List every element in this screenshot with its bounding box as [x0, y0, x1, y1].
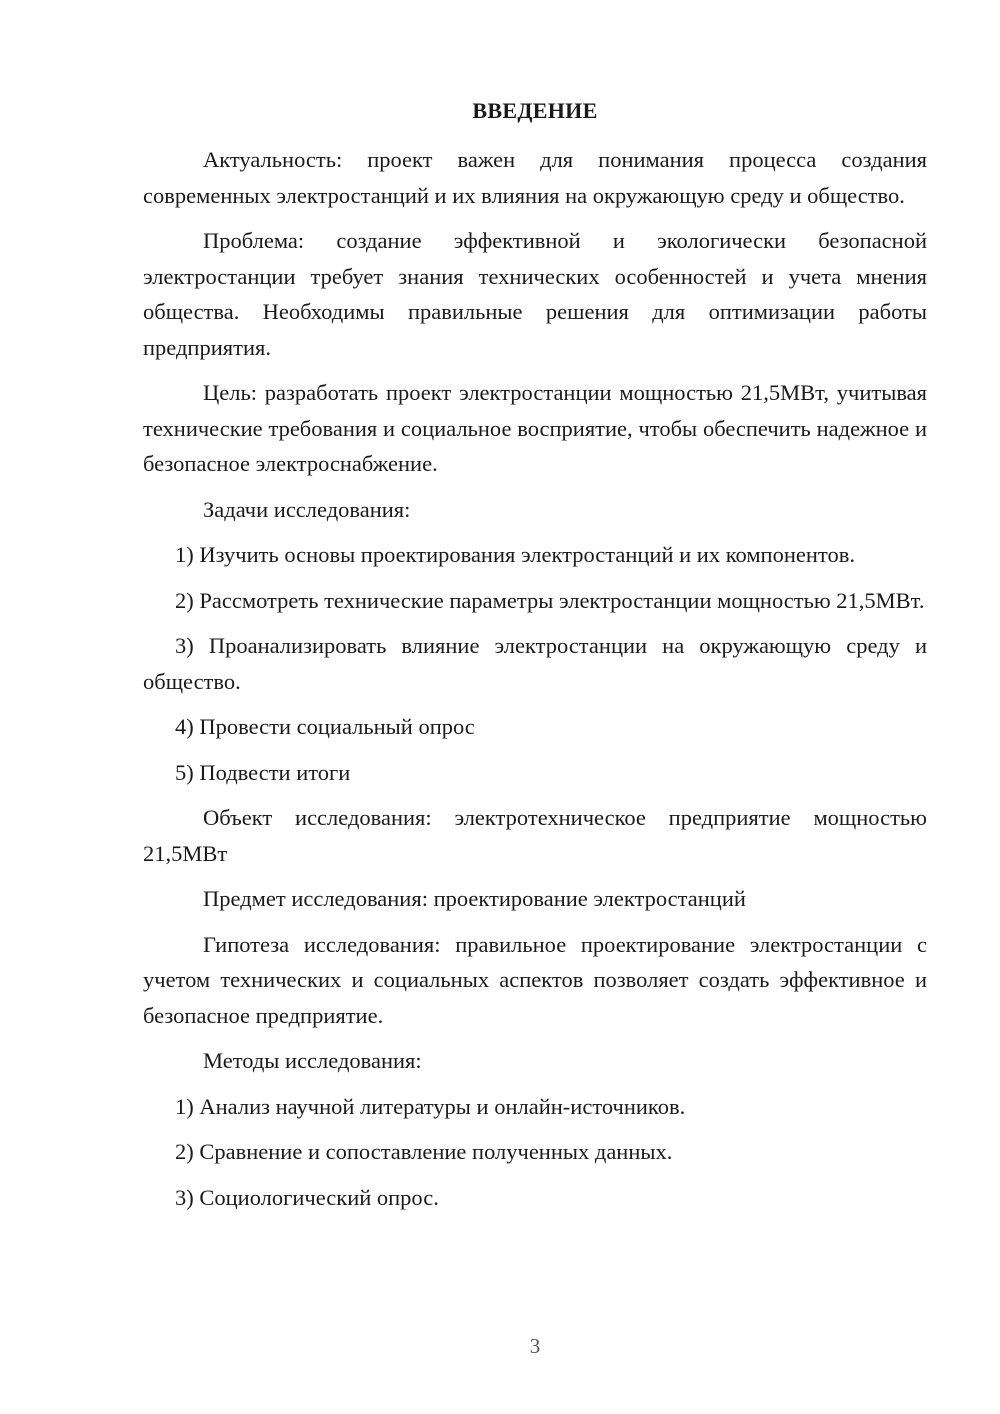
- paragraph-tasks-heading: Задачи исследования:: [203, 496, 411, 522]
- task-item-5: 5) Подвести итоги: [175, 759, 351, 785]
- paragraph-relevance: Актуальность: проект важен для понимания процесса создания современных электростанций и их влияния на окружающую среду и общество.: [143, 147, 927, 208]
- task-item-3: 3) Проанализировать влияние электростанции на окружающую среду и общество.: [143, 633, 927, 694]
- page-number: 3: [529, 1334, 541, 1358]
- paragraph-object: Объект исследования: электротехническое предприятие мощностью 21,5МВт: [143, 805, 927, 866]
- paragraph-goal: Цель: разработать проект электростанции мощностью 21,5МВт, учитывая технические требования и социальное восприятие, чтобы обеспечить надежное и безопасное электроснабжение.: [143, 380, 927, 476]
- document-body: [143, 142, 927, 1225]
- paragraph-subject: Предмет исследования: проектирование электростанций: [203, 886, 746, 911]
- paragraph-methods-heading: Методы исследования:: [203, 1048, 422, 1073]
- paragraph-problem: Проблема: создание эффективной и экологически безопасной электростанции требует знания технических особенностей и учета мнения общества. Необходимы правильные решения для оптимизации работы предприятия.: [143, 228, 927, 360]
- task-item-1: 1) Изучить основы проектирования электростанций и их компонентов.: [175, 542, 855, 567]
- document-page: [143, 0, 927, 1414]
- task-item-2: 2) Рассмотреть технические параметры электростанции мощностью 21,5МВт.: [175, 587, 925, 613]
- paragraph-hypothesis: Гипотеза исследования: правильное проектирование электростанции с учетом технических и социальных аспектов позволяет создать эффективное и безопасное предприятие.: [143, 931, 927, 1028]
- method-item-2: 2) Сравнение и сопоставление полученных данных.: [175, 1139, 673, 1164]
- method-item-1: 1) Анализ научной литературы и онлайн-источников.: [175, 1093, 686, 1119]
- page-title: ВВЕДЕНИЕ: [472, 98, 598, 123]
- task-item-4: 4) Провести социальный опрос: [175, 714, 475, 739]
- method-item-3: 3) Социологический опрос.: [175, 1184, 439, 1210]
